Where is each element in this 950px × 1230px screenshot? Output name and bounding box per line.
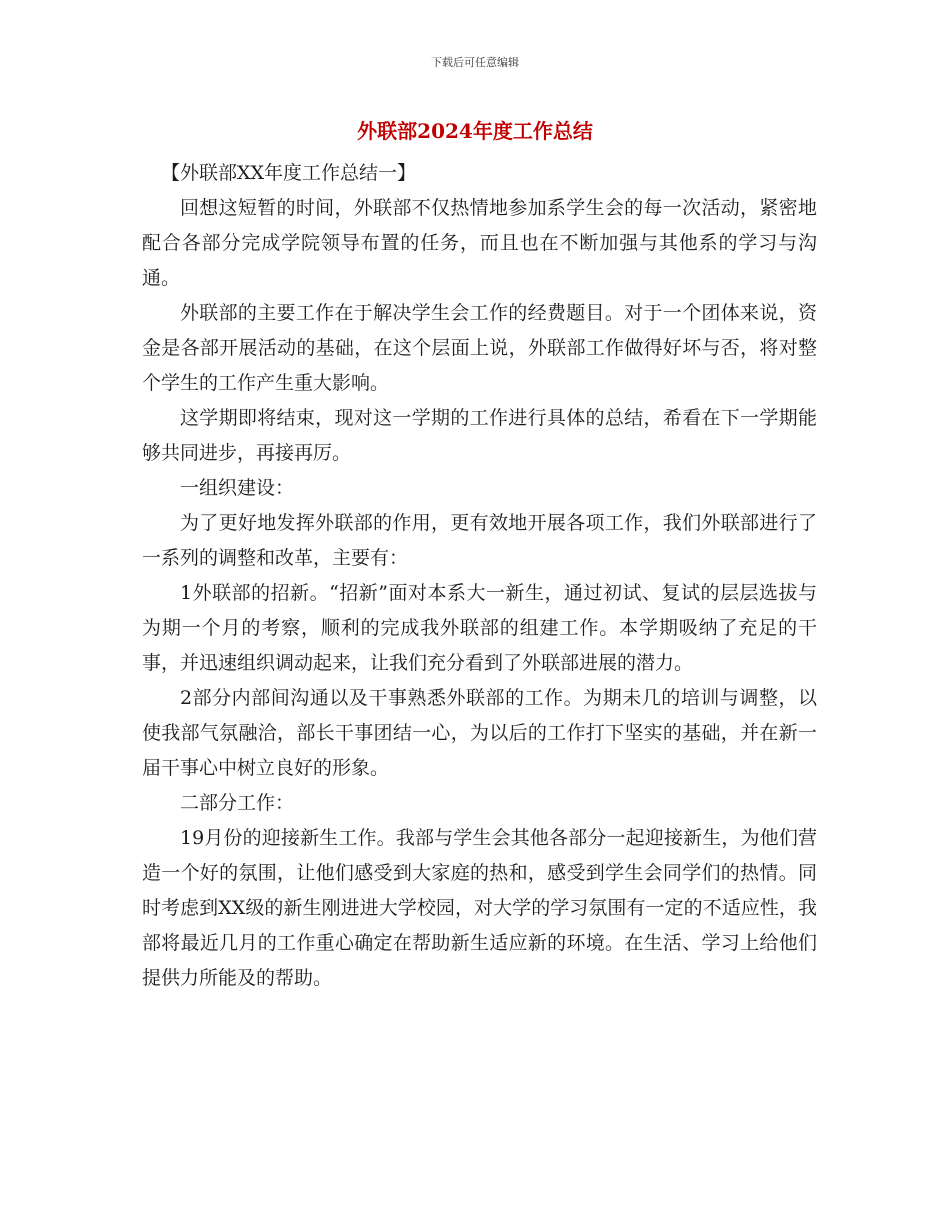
paragraph-main-work: 外联部的主要工作在于解决学生会工作的经费题目。对于一个团体来说，资金是各部开展活动的基础，在这个层面上说，外联部工作做得好坏与否，将对整个学生的工作产生重大影响。	[142, 302, 817, 394]
header-note: 下载后可任意编辑	[431, 56, 519, 69]
paragraph-welcome: 19月份的迎接新生工作。我部与学生会其他各部分一起迎接新生，为他们营造一个好的氛围，让他们感受到大家庭的热和，感受到学生会同学们的热情。同时考虑到XX级的新生刚进进大学校园，对大学的学习氛围有一定的不适应性，我部将最近几月的工作重心确定在帮助新生适应新的环境。在生活、学习上给他们提供力所能及的帮助。	[142, 827, 817, 989]
paragraph-summary: 这学期即将结束，现对这一学期的工作进行具体的总结，希看在下一学期能够共同进步，再接再厉。	[142, 407, 817, 464]
document-title: 外联部2024年度工作总结	[357, 119, 593, 143]
document-body	[142, 156, 817, 996]
section-heading-work: 二部分工作：	[180, 792, 295, 814]
paragraph-recruitment: 1外联部的招新。“招新”面对本系大一新生，通过初试、复试的层层选拔与为期一个月的考察，顺利的完成我外联部的组建工作。本学期吸纳了充足的干事，并迅速组织调动起来，让我们充分看到了外联部进展的潜力。	[142, 582, 817, 674]
paragraph-organization: 为了更好地发挥外联部的作用，更有效地开展各项工作，我们外联部进行了一系列的调整和改革，主要有：	[142, 512, 817, 569]
paragraph-intro: 回想这短暂的时间，外联部不仅热情地参加系学生会的每一次活动，紧密地配合各部分完成学院领导布置的任务，而且也在不断加强与其他系的学习与沟通。	[142, 197, 817, 289]
paragraph-communication: 2部分内部间沟通以及干事熟悉外联部的工作。为期未几的培训与调整，以使我部气氛融洽，部长干事团结一心，为以后的工作打下坚实的基础，并在新一届干事心中树立良好的形象。	[142, 687, 817, 779]
document-subtitle: 【外联部XX年度工作总结一】	[161, 162, 417, 184]
section-heading-organization: 一组织建设：	[180, 477, 295, 499]
